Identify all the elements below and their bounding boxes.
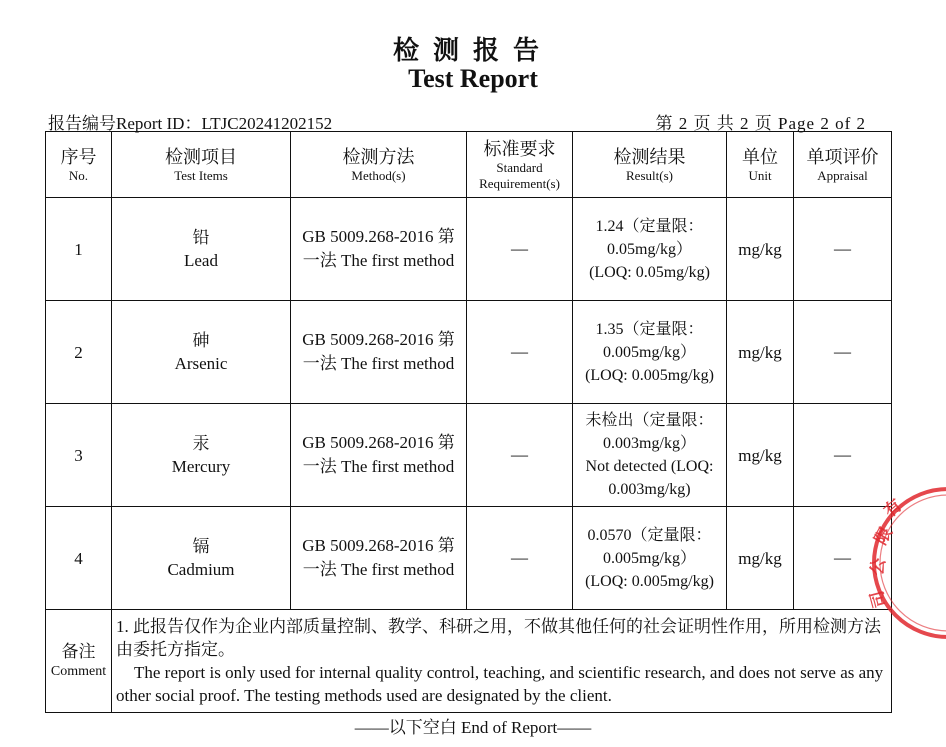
report-id: 报告编号Report ID：LTJC20241202152 [48, 114, 333, 133]
unit: mg/kg [727, 404, 794, 507]
header-appraisal: 单项评价 Appraisal [794, 132, 892, 198]
table-row [46, 198, 892, 301]
appraisal: — [794, 507, 892, 610]
svg-text:有: 有 [880, 495, 907, 522]
test-item [112, 198, 291, 301]
test-item [112, 507, 291, 610]
table-row [46, 507, 892, 610]
test-results-table [45, 131, 892, 713]
test-item-cn: 汞 [192, 434, 210, 453]
row-number: 2 [46, 301, 112, 404]
row-number: 1 [46, 198, 112, 301]
table-row [46, 404, 892, 507]
test-result: 未检出（定量限： 0.003mg/kg） Not detected (LOQ: 0.003mg/kg) [573, 404, 727, 507]
test-item-en: Mercury [171, 457, 231, 476]
appraisal: — [794, 301, 892, 404]
test-item-cn: 镉 [192, 537, 210, 556]
test-method: GB 5009.268-2016 第一法 The first method [291, 301, 467, 404]
test-result: 1.24（定量限： 0.05mg/kg） (LOQ: 0.05mg/kg) [573, 198, 727, 301]
test-method: GB 5009.268-2016 第一法 The first method [291, 198, 467, 301]
svg-text:司: 司 [867, 588, 891, 610]
test-item-cn: 砷 [192, 331, 210, 350]
header-standard: 标准要求 Standard Requirement(s) [467, 132, 573, 198]
comment-label: 备注 Comment [46, 610, 112, 713]
report-title-en: Test Report [408, 64, 538, 93]
unit: mg/kg [727, 301, 794, 404]
appraisal: — [794, 198, 892, 301]
header-unit: 单位 Unit [727, 132, 794, 198]
appraisal: — [794, 404, 892, 507]
standard-requirement: — [467, 404, 573, 507]
header-results: 检测结果 Result(s) [573, 132, 727, 198]
test-method: GB 5009.268-2016 第一法 The first method [291, 507, 467, 610]
header-methods: 检测方法 Method(s) [291, 132, 467, 198]
standard-requirement: — [467, 507, 573, 610]
report-title-cn: 检测报告 [392, 36, 553, 66]
company-seal-stamp [868, 478, 946, 648]
header-no: 序号 No. [46, 132, 112, 198]
svg-text:公: 公 [867, 556, 890, 577]
unit: mg/kg [727, 507, 794, 610]
header-test-items: 检测项目 Test Items [112, 132, 291, 198]
test-result: 1.35（定量限： 0.005mg/kg） (LOQ: 0.005mg/kg) [573, 301, 727, 404]
test-item [112, 404, 291, 507]
svg-text:限: 限 [871, 523, 897, 549]
test-method: GB 5009.268-2016 第一法 The first method [291, 404, 467, 507]
comment-text-cn: 1. 此报告仅作为企业内部质量控制、教学、科研之用，不做其他任何的社会证明性作用，所用检测方法由委托方指定。 [116, 617, 881, 659]
table-row [46, 301, 892, 404]
unit: mg/kg [727, 198, 794, 301]
test-item [112, 301, 291, 404]
comment-row [46, 610, 892, 713]
standard-requirement: — [467, 301, 573, 404]
test-result: 0.0570（定量限： 0.005mg/kg） (LOQ: 0.005mg/kg) [573, 507, 727, 610]
comment-text [112, 610, 892, 713]
end-of-report: ——以下空白 End of Report—— [354, 718, 592, 737]
test-item-en: Lead [184, 251, 218, 270]
row-number: 3 [46, 404, 112, 507]
comment-text-en: The report is only used for internal quality control, teaching, and scientific research, and does not serve as any other social proof. The testing methods used are designated by the client. [116, 663, 884, 705]
test-item-en: Cadmium [167, 560, 235, 579]
table-header-row [46, 132, 892, 198]
row-number: 4 [46, 507, 112, 610]
page-info: 第 2 页 共 2 页 Page 2 of 2 [655, 114, 866, 133]
test-item-en: Arsenic [174, 354, 228, 373]
test-item-cn: 铅 [192, 228, 210, 247]
standard-requirement: — [467, 198, 573, 301]
